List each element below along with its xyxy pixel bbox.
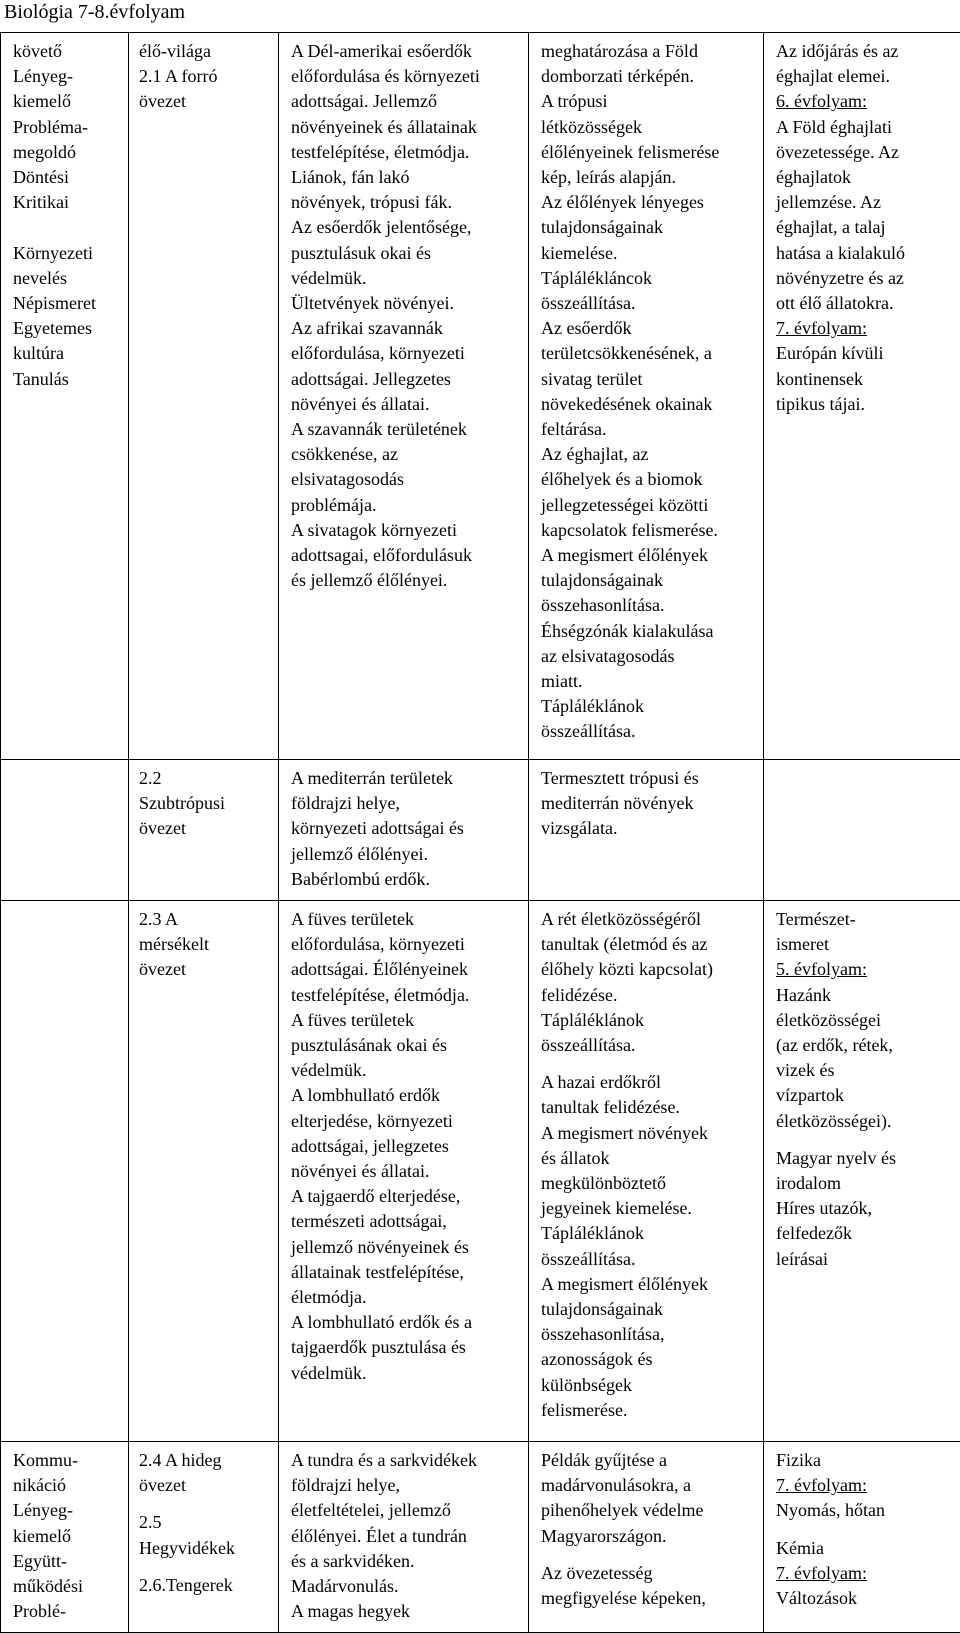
connection-text: A Föld éghajlati övezetessége. Az éghajlatok jellemzése. Az éghajlat, a talaj hatása a kialakuló növényzetre és az ott élő állatokra. bbox=[776, 115, 950, 317]
activity-text: A rét életközösségéről tanultak (életmód és az élőhely közti kapcsolat) felidézése. Tápláléklánok összeállítása. bbox=[541, 907, 753, 1058]
topic-text: 2.4 A hideg övezet bbox=[139, 1448, 268, 1498]
table-row bbox=[1, 901, 960, 1442]
paragraph-gap bbox=[541, 1549, 753, 1561]
connection-text: Az időjárás és az éghajlat elemei. bbox=[776, 39, 950, 89]
activity-text: A hazai erdőkről tanultak felidézése. A megismert növények és állatok megkülönböztető jegyeinek kiemelése. Tápláléklánok összeállítása. A megismert élőlények tulajdonságainak összehasonlítása, azonosságok és különbségek felismerése. bbox=[541, 1070, 753, 1423]
activity-text: Példák gyűjtése a madárvonulásokra, a pihenőhelyek védelme Magyarországon. bbox=[541, 1448, 753, 1549]
activity-cell bbox=[529, 901, 764, 1442]
connection-cell bbox=[764, 760, 960, 901]
connection-text: Változások bbox=[776, 1586, 950, 1611]
activity-cell: meghatározása a Föld domborzati térképén. A trópusi létközösségek élőlényeinek felismerése kép, leírás alapján. Az élőlények lényeges tulajdonságainak kiemelése. Táplálékláncok összeállítása. Az esőerdők területcsökkenésének, a sivatag terület növekedésének okainak feltárása. Az éghajlat, az élőhelyek és a biomok jellegzetességei közötti kapcsolatok felismerése. A megismert élőlények tulajdonságainak összehasonlítása. Éhségzónák kialakulása az elsivatagosodás miatt. Tápláléklánok összeállítása. bbox=[529, 33, 764, 760]
connection-text: Európán kívüli kontinensek tipikus tájai. bbox=[776, 341, 950, 417]
paragraph-gap bbox=[776, 1134, 950, 1146]
topic-cell: élő-világa 2.1 A forró övezet bbox=[129, 33, 279, 760]
connection-cell bbox=[764, 1442, 960, 1633]
grade-label: 7. évfolyam: bbox=[776, 316, 950, 341]
table-row bbox=[1, 33, 960, 760]
topic-cell: 2.2 Szubtrópusi övezet bbox=[129, 760, 279, 901]
grade-label: 5. évfolyam: bbox=[776, 957, 950, 982]
connection-text: Hazánk életközösségei (az erdők, rétek, vizek és vízpartok életközösségei). bbox=[776, 983, 950, 1134]
topic-cell: 2.3 A mérsékelt övezet bbox=[129, 901, 279, 1442]
connection-text: Magyar nyelv és irodalom Híres utazók, felfedezők leírásai bbox=[776, 1146, 950, 1272]
content-cell: A füves területek előfordulása, környezeti adottságai. Élőlényeinek testfelépítése, életmódja. A füves területek pusztulásának okai és védelmük. A lombhullató erdők elterjedése, környezeti adottságai, jellegzetes növényei és állatai. A tajgaerdő elterjedése, természeti adottságai, jellemző növényeinek és állatainak testfelépítése, életmódja. A lombhullató erdők és a tajgaerdők pusztulása és védelmük. bbox=[279, 901, 529, 1442]
competency-cell bbox=[1, 760, 129, 901]
connection-text: Nyomás, hőtan bbox=[776, 1498, 950, 1523]
topic-text: 2.5 Hegyvidékek bbox=[139, 1510, 268, 1560]
activity-text: Az övezetesség megfigyelése képeken, bbox=[541, 1561, 753, 1611]
activity-cell: Termesztett trópusi és mediterrán növények vizsgálata. bbox=[529, 760, 764, 901]
grade-label: 7. évfolyam: bbox=[776, 1561, 950, 1586]
connection-text: Kémia bbox=[776, 1536, 950, 1561]
connection-cell bbox=[764, 33, 960, 760]
grade-label: 7. évfolyam: bbox=[776, 1473, 950, 1498]
paragraph-gap bbox=[541, 1058, 753, 1070]
content-cell: A Dél-amerikai esőerdők előfordulása és környezeti adottságai. Jellemző növényeinek és állatainak testfelépítése, életmódja. Liánok, fán lakó növények, trópusi fák. Az esőerdők jelentősége, pusztulásuk okai és védelmük. Ültetvények növényei. Az afrikai szavannák előfordulása, környezeti adottságai. Jellegzetes növényei és állatai. A szavannák területének csökkenése, az elsivatagosodás problémája. A sivatagok környezeti adottsagai, előfordulásuk és jellemző élőlényei. bbox=[279, 33, 529, 760]
table-row bbox=[1, 1442, 960, 1633]
activity-cell bbox=[529, 1442, 764, 1633]
paragraph-gap bbox=[139, 1498, 268, 1510]
curriculum-table bbox=[0, 32, 960, 1633]
connection-cell bbox=[764, 901, 960, 1442]
table-row bbox=[1, 760, 960, 901]
page-header-title: Biológia 7-8.évfolyam bbox=[4, 0, 185, 26]
competency-cell bbox=[1, 901, 129, 1442]
connection-text: Természet- ismeret bbox=[776, 907, 950, 957]
grade-label: 6. évfolyam: bbox=[776, 89, 950, 114]
topic-cell bbox=[129, 1442, 279, 1633]
paragraph-gap bbox=[139, 1561, 268, 1573]
paragraph-gap bbox=[776, 1524, 950, 1536]
competency-cell: követő Lényeg- kiemelő Probléma- megoldó Döntési Kritikai Környezeti nevelés Népismeret Egyetemes kultúra Tanulás bbox=[1, 33, 129, 760]
connection-text: Fizika bbox=[776, 1448, 950, 1473]
content-cell: A mediterrán területek földrajzi helye, környezeti adottságai és jellemző élőlényei. Babérlombú erdők. bbox=[279, 760, 529, 901]
content-cell: A tundra és a sarkvidékek földrajzi helye, életfeltételei, jellemző élőlényei. Élet a tundrán és a sarkvidéken. Madárvonulás. A magas hegyek bbox=[279, 1442, 529, 1633]
topic-text: 2.6.Tengerek bbox=[139, 1573, 268, 1598]
competency-cell: Kommu- nikáció Lényeg- kiemelő Együtt- működési Problé- bbox=[1, 1442, 129, 1633]
